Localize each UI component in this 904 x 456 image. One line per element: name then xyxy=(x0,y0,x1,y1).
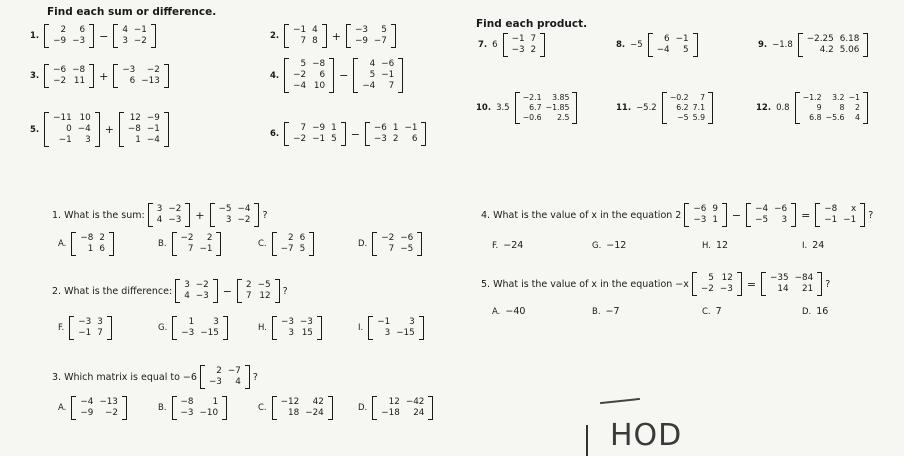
matrix-cell: 6 xyxy=(319,70,326,80)
matrix-cell: −1 xyxy=(404,123,418,133)
matrix-cell: −4 xyxy=(293,81,307,91)
choice-label: H. xyxy=(702,240,711,251)
matrix-cell: −8 xyxy=(80,233,94,243)
choice-label: A. xyxy=(492,306,501,317)
matrix-cell: x xyxy=(851,204,857,214)
matrix-cell: −10 xyxy=(199,408,219,418)
matrix-cell: 3 xyxy=(156,204,163,214)
matrix-cell: −4 xyxy=(77,124,91,134)
matrix-cell: −5 xyxy=(755,215,769,225)
matrix-cell: −2 xyxy=(381,233,395,243)
matrix-cell: −1 xyxy=(848,93,860,102)
matrix-cell: 5 xyxy=(708,273,714,283)
choice-label: G. xyxy=(592,240,602,251)
matrix-cell: 1 xyxy=(392,123,399,133)
scalar: 3.5 xyxy=(496,103,510,113)
question-2-matrix-b xyxy=(237,279,280,303)
matrix-cell: −2 xyxy=(168,204,182,214)
choice-value: −12 xyxy=(606,240,627,251)
matrix-cell: −1 xyxy=(824,215,838,225)
matrix-cell: −6 xyxy=(774,204,788,214)
answer-choice[interactable] xyxy=(702,240,728,251)
matrix-cell: −1 xyxy=(377,317,391,327)
operator: − xyxy=(99,29,109,43)
matrix-cell: −9 xyxy=(312,123,326,133)
matrix-cell: 6 xyxy=(129,76,136,86)
question-5-text: 5. What is the value of x in the equation −x xyxy=(481,278,689,290)
matrix-cell: 5 xyxy=(299,244,306,254)
matrix-cell: −3 xyxy=(168,215,182,225)
matrix-cell: −3 xyxy=(280,317,294,327)
matrix-cell: 5 xyxy=(331,134,337,144)
stamp-text: HOD xyxy=(610,418,683,453)
matrix-cell: −1 xyxy=(199,244,213,254)
matrix-cell: −6 xyxy=(381,59,395,69)
answer-choice[interactable] xyxy=(802,240,824,251)
matrix-cell: 2 xyxy=(216,366,222,376)
matrix-cell: −3 xyxy=(78,317,92,327)
problem-number: 6. xyxy=(270,129,280,139)
matrix-cell: 3 xyxy=(122,36,128,46)
matrix-cell: −2 xyxy=(133,36,147,46)
matrix-cell: 3.2 xyxy=(832,93,845,102)
matrix-cell: 0 xyxy=(66,124,72,134)
matrix-cell: 14 xyxy=(777,284,789,294)
matrix-cell: 6 xyxy=(99,244,105,254)
matrix-cell: −3 xyxy=(195,291,209,301)
choice-label: I. xyxy=(802,240,808,251)
matrix-cell: −1 xyxy=(312,134,326,144)
matrix-cell: 2 xyxy=(245,280,252,290)
matrix-cell: 7 xyxy=(300,36,307,46)
answer-choice[interactable] xyxy=(492,306,525,317)
matrix-cell: −11 xyxy=(53,113,72,123)
question-4-text: 4. What is the value of x in the equation 2 xyxy=(481,209,682,221)
matrix-cell: 4 xyxy=(184,291,190,301)
matrix-cell: 6 xyxy=(411,134,418,144)
matrix-cell: −15 xyxy=(200,328,219,338)
matrix-cell: −8 xyxy=(180,397,194,407)
matrix-cell: 7 xyxy=(388,244,395,254)
choice-label: B. xyxy=(158,239,167,249)
matrix-cell: 15 xyxy=(301,328,313,338)
choice-value: 16 xyxy=(816,306,829,317)
question-3-text: 3. Which matrix is equal to −6 xyxy=(52,371,197,383)
question-5: 5. What is the value of x in the equation −x 5 12 −2 −3 = −35 −84 14 21 ? xyxy=(481,273,831,294)
matrix-cell: −3 xyxy=(122,65,136,75)
matrix-cell: 5.9 xyxy=(692,113,706,122)
question-2-matrix-a xyxy=(175,279,218,303)
problem-number: 12. xyxy=(756,103,772,113)
answer-choice[interactable] xyxy=(158,396,227,420)
matrix-cell: −2 xyxy=(195,280,209,290)
matrix-cell: −1 xyxy=(381,70,395,80)
matrix-cell: 5 xyxy=(683,45,689,55)
matrix-cell: 6.2 xyxy=(676,103,689,112)
matrix-cell: −6 xyxy=(373,123,387,133)
answer-choice[interactable] xyxy=(58,316,112,340)
matrix-cell: 4 xyxy=(235,377,241,387)
matrix-cell: −5 xyxy=(218,204,232,214)
matrix-cell: −2 xyxy=(146,65,160,75)
matrix-cell: −1 xyxy=(511,34,525,44)
problem-number: 8. xyxy=(616,40,626,50)
answer-choice[interactable] xyxy=(358,316,424,340)
answer-choice[interactable] xyxy=(258,232,314,256)
matrix-cell: −7 xyxy=(373,36,387,46)
choice-value: −7 xyxy=(605,306,620,317)
matrix-cell: 3 xyxy=(97,317,103,327)
matrix-cell: −13 xyxy=(141,76,160,86)
question-4-matrix-a xyxy=(684,203,727,227)
answer-choice[interactable] xyxy=(258,396,333,420)
choice-label: C. xyxy=(258,239,267,249)
matrix-cell: 3 xyxy=(781,215,788,225)
question-4: 4. What is the value of x in the equation 2 −6 9 −3 1 − −4 −6 −5 3 = −8 x −1 −1 ? xyxy=(481,204,874,225)
matrix-cell: −8 xyxy=(72,65,86,75)
question-4-tail: ? xyxy=(868,209,874,221)
matrix-cell: 5 xyxy=(300,59,307,69)
answer-choice[interactable] xyxy=(802,306,828,317)
matrix-cell: 5.06 xyxy=(839,45,860,55)
matrix-cell: −9 xyxy=(354,36,368,46)
matrix-cell: 12 xyxy=(259,291,271,301)
question-4-matrix-b xyxy=(746,203,796,227)
matrix-cell: 12 xyxy=(721,273,733,283)
matrix-cell: 6 xyxy=(79,25,86,35)
matrix-cell: −9 xyxy=(80,408,94,418)
question-3-tail: ? xyxy=(252,371,258,383)
matrix-cell: 3.85 xyxy=(552,93,570,102)
matrix-cell: 2.5 xyxy=(557,113,570,122)
matrix-cell: −1 xyxy=(675,34,689,44)
matrix-cell: −8 xyxy=(312,59,326,69)
matrix-cell: −6 xyxy=(400,233,414,243)
choice-label: D. xyxy=(802,306,812,317)
question-2: 2. What is the difference: 3 −2 4 −3 − 2 −5 7 12 ? xyxy=(52,280,288,301)
question-2-tail: ? xyxy=(282,285,288,297)
matrix-cell: −2 xyxy=(293,70,307,80)
problem-2 xyxy=(270,24,396,48)
matrix-cell: 2 xyxy=(855,103,860,112)
matrix-cell: −0.2 xyxy=(669,93,689,102)
matrix-cell: 7 xyxy=(300,123,307,133)
matrix-cell: 3 xyxy=(213,317,219,327)
choice-label: B. xyxy=(158,403,167,413)
matrix-cell: 7 xyxy=(187,244,194,254)
matrix-cell: −1 xyxy=(133,25,147,35)
matrix-cell: 3 xyxy=(384,328,391,338)
matrix-cell: −7 xyxy=(227,366,241,376)
matrix-cell: 6.7 xyxy=(529,103,542,112)
matrix-cell: −9 xyxy=(53,36,67,46)
question-3-matrix xyxy=(200,365,250,389)
matrix-cell: −2 xyxy=(180,233,194,243)
problem-6 xyxy=(270,122,426,146)
problem-number: 2. xyxy=(270,31,280,41)
answer-choice[interactable] xyxy=(158,232,221,256)
matrix-cell: −1 xyxy=(293,25,307,35)
matrix-cell: 6.18 xyxy=(839,34,860,44)
choice-label: B. xyxy=(592,306,601,317)
choice-label: F. xyxy=(492,240,499,251)
matrix-cell: −8 xyxy=(824,204,838,214)
matrix-cell: 9 xyxy=(712,204,718,214)
right-heading: Find each product. xyxy=(476,18,588,30)
matrix-cell: 12 xyxy=(129,113,141,123)
matrix-cell: 6.8 xyxy=(809,113,822,122)
matrix-cell: −1 xyxy=(843,215,857,225)
matrix-cell: 7 xyxy=(530,34,537,44)
problem-1 xyxy=(30,24,156,48)
answer-choice[interactable] xyxy=(58,396,127,420)
matrix-cell: −4 xyxy=(80,397,94,407)
matrix-cell: 1 xyxy=(331,123,337,133)
problem-7 xyxy=(478,33,545,57)
matrix-cell: −15 xyxy=(396,328,415,338)
scalar: −5 xyxy=(630,40,643,50)
scalar: −5.2 xyxy=(636,103,657,113)
scalar: −1.8 xyxy=(772,40,793,50)
matrix-cell: 2 xyxy=(206,233,213,243)
matrix-cell: 7.1 xyxy=(692,103,706,112)
question-1-tail: ? xyxy=(262,209,268,221)
problem-number: 1. xyxy=(30,31,40,41)
choice-label: D. xyxy=(358,239,368,249)
choice-value: 7 xyxy=(715,306,722,317)
matrix-cell: 42 xyxy=(312,397,324,407)
pen-mark xyxy=(600,398,640,404)
choice-label: H. xyxy=(258,323,267,333)
matrix-cell: 4 xyxy=(369,59,376,69)
matrix-cell: −2 xyxy=(700,284,714,294)
matrix-cell: −5 xyxy=(400,244,414,254)
matrix-cell: 1 xyxy=(135,135,141,145)
choice-value: 12 xyxy=(715,240,729,251)
matrix-cell: 18 xyxy=(288,408,300,418)
question-5-matrix-a xyxy=(692,272,742,296)
problem-number: 4. xyxy=(270,70,280,81)
question-2-text: 2. What is the difference: xyxy=(52,285,173,297)
choice-label: D. xyxy=(358,403,368,413)
matrix-cell: −3 xyxy=(373,134,387,144)
matrix-cell: 2 xyxy=(288,233,294,243)
matrix-cell: −5.6 xyxy=(825,113,845,122)
answer-choice[interactable] xyxy=(258,316,322,340)
matrix-cell: 1 xyxy=(212,397,219,407)
matrix-cell: 24 xyxy=(413,408,425,418)
problem-8 xyxy=(616,33,698,57)
matrix-cell: 8 xyxy=(839,103,845,112)
operator: − xyxy=(350,127,360,141)
problem-number: 5. xyxy=(30,124,40,135)
matrix-cell: 2 xyxy=(99,233,105,243)
problem-number: 3. xyxy=(30,71,40,81)
matrix-cell: 4 xyxy=(122,25,128,35)
question-1-matrix-b xyxy=(210,203,260,227)
problem-number: 10. xyxy=(476,103,492,113)
matrix-cell: −6 xyxy=(693,204,707,214)
matrix-cell: −42 xyxy=(405,397,425,407)
answer-choice[interactable] xyxy=(702,306,722,317)
matrix-cell: −2 xyxy=(53,76,67,86)
operator: + xyxy=(99,69,109,83)
matrix-cell: 3 xyxy=(85,135,91,145)
matrix-cell: 2 xyxy=(392,134,399,144)
matrix-cell: 4 xyxy=(312,25,318,35)
choice-label: C. xyxy=(702,306,711,317)
matrix-cell: 21 xyxy=(802,284,814,294)
choice-label: F. xyxy=(58,323,65,333)
answer-choice[interactable] xyxy=(592,306,620,317)
matrix-cell: −13 xyxy=(99,397,118,407)
matrix-cell: −0.6 xyxy=(522,113,542,122)
matrix-cell: −12 xyxy=(280,397,300,407)
matrix-cell: −5 xyxy=(677,113,689,122)
matrix-cell: −24 xyxy=(305,408,324,418)
choice-value: −24 xyxy=(503,240,524,251)
matrix-cell: 7 xyxy=(245,291,252,301)
matrix-cell: −1 xyxy=(58,135,72,145)
matrix-cell: 7 xyxy=(97,328,103,338)
matrix-cell: 3 xyxy=(184,280,190,290)
scalar: 0.8 xyxy=(776,103,790,113)
matrix-cell: 1 xyxy=(188,317,195,327)
matrix-cell: −8 xyxy=(127,124,141,134)
matrix-cell: 5 xyxy=(369,70,376,80)
matrix-cell: −18 xyxy=(381,408,400,418)
matrix-cell: −4 xyxy=(755,204,769,214)
matrix-cell: 7 xyxy=(700,93,706,102)
matrix-cell: −1.2 xyxy=(802,93,822,102)
matrix-cell: −4 xyxy=(146,135,160,145)
matrix-cell: −1.85 xyxy=(545,103,570,112)
matrix-cell: 6 xyxy=(299,233,306,243)
matrix-cell: −3 xyxy=(693,215,707,225)
matrix-cell: −3 xyxy=(72,36,86,46)
matrix-cell: −3 xyxy=(719,284,733,294)
matrix-cell: 4 xyxy=(156,215,163,225)
matrix-cell: −3 xyxy=(180,408,194,418)
matrix-cell: −3 xyxy=(181,328,195,338)
matrix-cell: −2 xyxy=(293,134,307,144)
matrix-cell: 3 xyxy=(225,215,232,225)
choice-label: G. xyxy=(158,323,168,333)
matrix-cell: −3 xyxy=(299,317,313,327)
problem-3 xyxy=(30,64,169,88)
problem-9 xyxy=(758,33,868,57)
problem-number: 11. xyxy=(616,103,632,113)
answer-choice[interactable] xyxy=(58,232,114,256)
scalar: 6 xyxy=(492,40,498,50)
choice-value: 24 xyxy=(812,240,825,251)
problem-number: 7. xyxy=(478,40,488,50)
question-5-tail: ? xyxy=(825,278,831,290)
operator: + xyxy=(104,123,114,136)
problem-4 xyxy=(270,58,403,93)
question-1: 1. What is the sum: 3 −2 4 −3 + −5 −4 3 −2 ? xyxy=(52,204,268,225)
matrix-cell: 4 xyxy=(855,113,860,122)
matrix-cell: −2.1 xyxy=(522,93,542,102)
matrix-cell: 5 xyxy=(381,25,387,35)
matrix-cell: 11 xyxy=(73,76,86,86)
answer-choice[interactable] xyxy=(492,240,523,251)
question-1-matrix-a xyxy=(148,203,191,227)
matrix-cell: −9 xyxy=(146,113,160,123)
matrix-cell: −6 xyxy=(53,65,67,75)
matrix-cell: −35 xyxy=(770,273,789,283)
matrix-cell: 1 xyxy=(87,244,94,254)
problem-number: 9. xyxy=(758,40,768,50)
matrix-cell: −2 xyxy=(104,408,118,418)
matrix-cell: 3 xyxy=(409,317,415,327)
matrix-cell: 3 xyxy=(288,328,294,338)
problem-10 xyxy=(476,92,577,124)
matrix-cell: 2 xyxy=(60,25,67,35)
problem-5 xyxy=(30,112,169,147)
matrix-cell: 9 xyxy=(816,103,822,112)
matrix-cell: 7 xyxy=(388,81,395,91)
operator: − xyxy=(339,69,349,82)
matrix-cell: 4.2 xyxy=(819,45,834,55)
matrix-cell: −1 xyxy=(78,328,92,338)
matrix-cell: −1 xyxy=(146,124,160,134)
choice-label: C. xyxy=(258,403,267,413)
operator: + xyxy=(331,29,341,43)
answer-choice[interactable] xyxy=(158,316,228,340)
choice-value: −40 xyxy=(505,306,526,317)
answer-choice[interactable] xyxy=(592,240,626,251)
matrix-cell: 12 xyxy=(388,397,400,407)
matrix-cell: 10 xyxy=(79,113,91,123)
question-3 xyxy=(52,365,258,389)
answer-choice[interactable] xyxy=(358,396,433,420)
matrix-cell: −84 xyxy=(794,273,814,283)
problem-11 xyxy=(616,92,713,124)
choice-label: I. xyxy=(358,323,364,333)
matrix-cell: −2 xyxy=(237,215,251,225)
matrix-cell: −4 xyxy=(656,45,670,55)
matrix-cell: 6 xyxy=(664,34,670,44)
matrix-cell: 1 xyxy=(712,215,718,225)
matrix-cell: −4 xyxy=(237,204,251,214)
question-5-matrix-c xyxy=(761,272,822,296)
matrix-cell: −3 xyxy=(354,25,368,35)
problem-12 xyxy=(756,92,868,124)
choice-label: A. xyxy=(58,239,67,249)
matrix-cell: −3 xyxy=(511,45,525,55)
choice-label: A. xyxy=(58,403,67,413)
answer-choice[interactable] xyxy=(358,232,422,256)
question-4-matrix-c xyxy=(815,203,865,227)
matrix-cell: −5 xyxy=(257,280,271,290)
matrix-cell: −3 xyxy=(208,377,222,387)
matrix-cell: −4 xyxy=(362,81,376,91)
matrix-cell: −7 xyxy=(280,244,294,254)
left-heading: Find each sum or difference. xyxy=(47,6,217,18)
matrix-cell: 10 xyxy=(313,81,326,91)
matrix-cell: 2 xyxy=(530,45,537,55)
stamp-frame-line xyxy=(586,425,588,456)
matrix-cell: −2.25 xyxy=(806,34,834,44)
matrix-cell: 8 xyxy=(312,36,318,46)
question-1-text: 1. What is the sum: xyxy=(52,209,145,221)
